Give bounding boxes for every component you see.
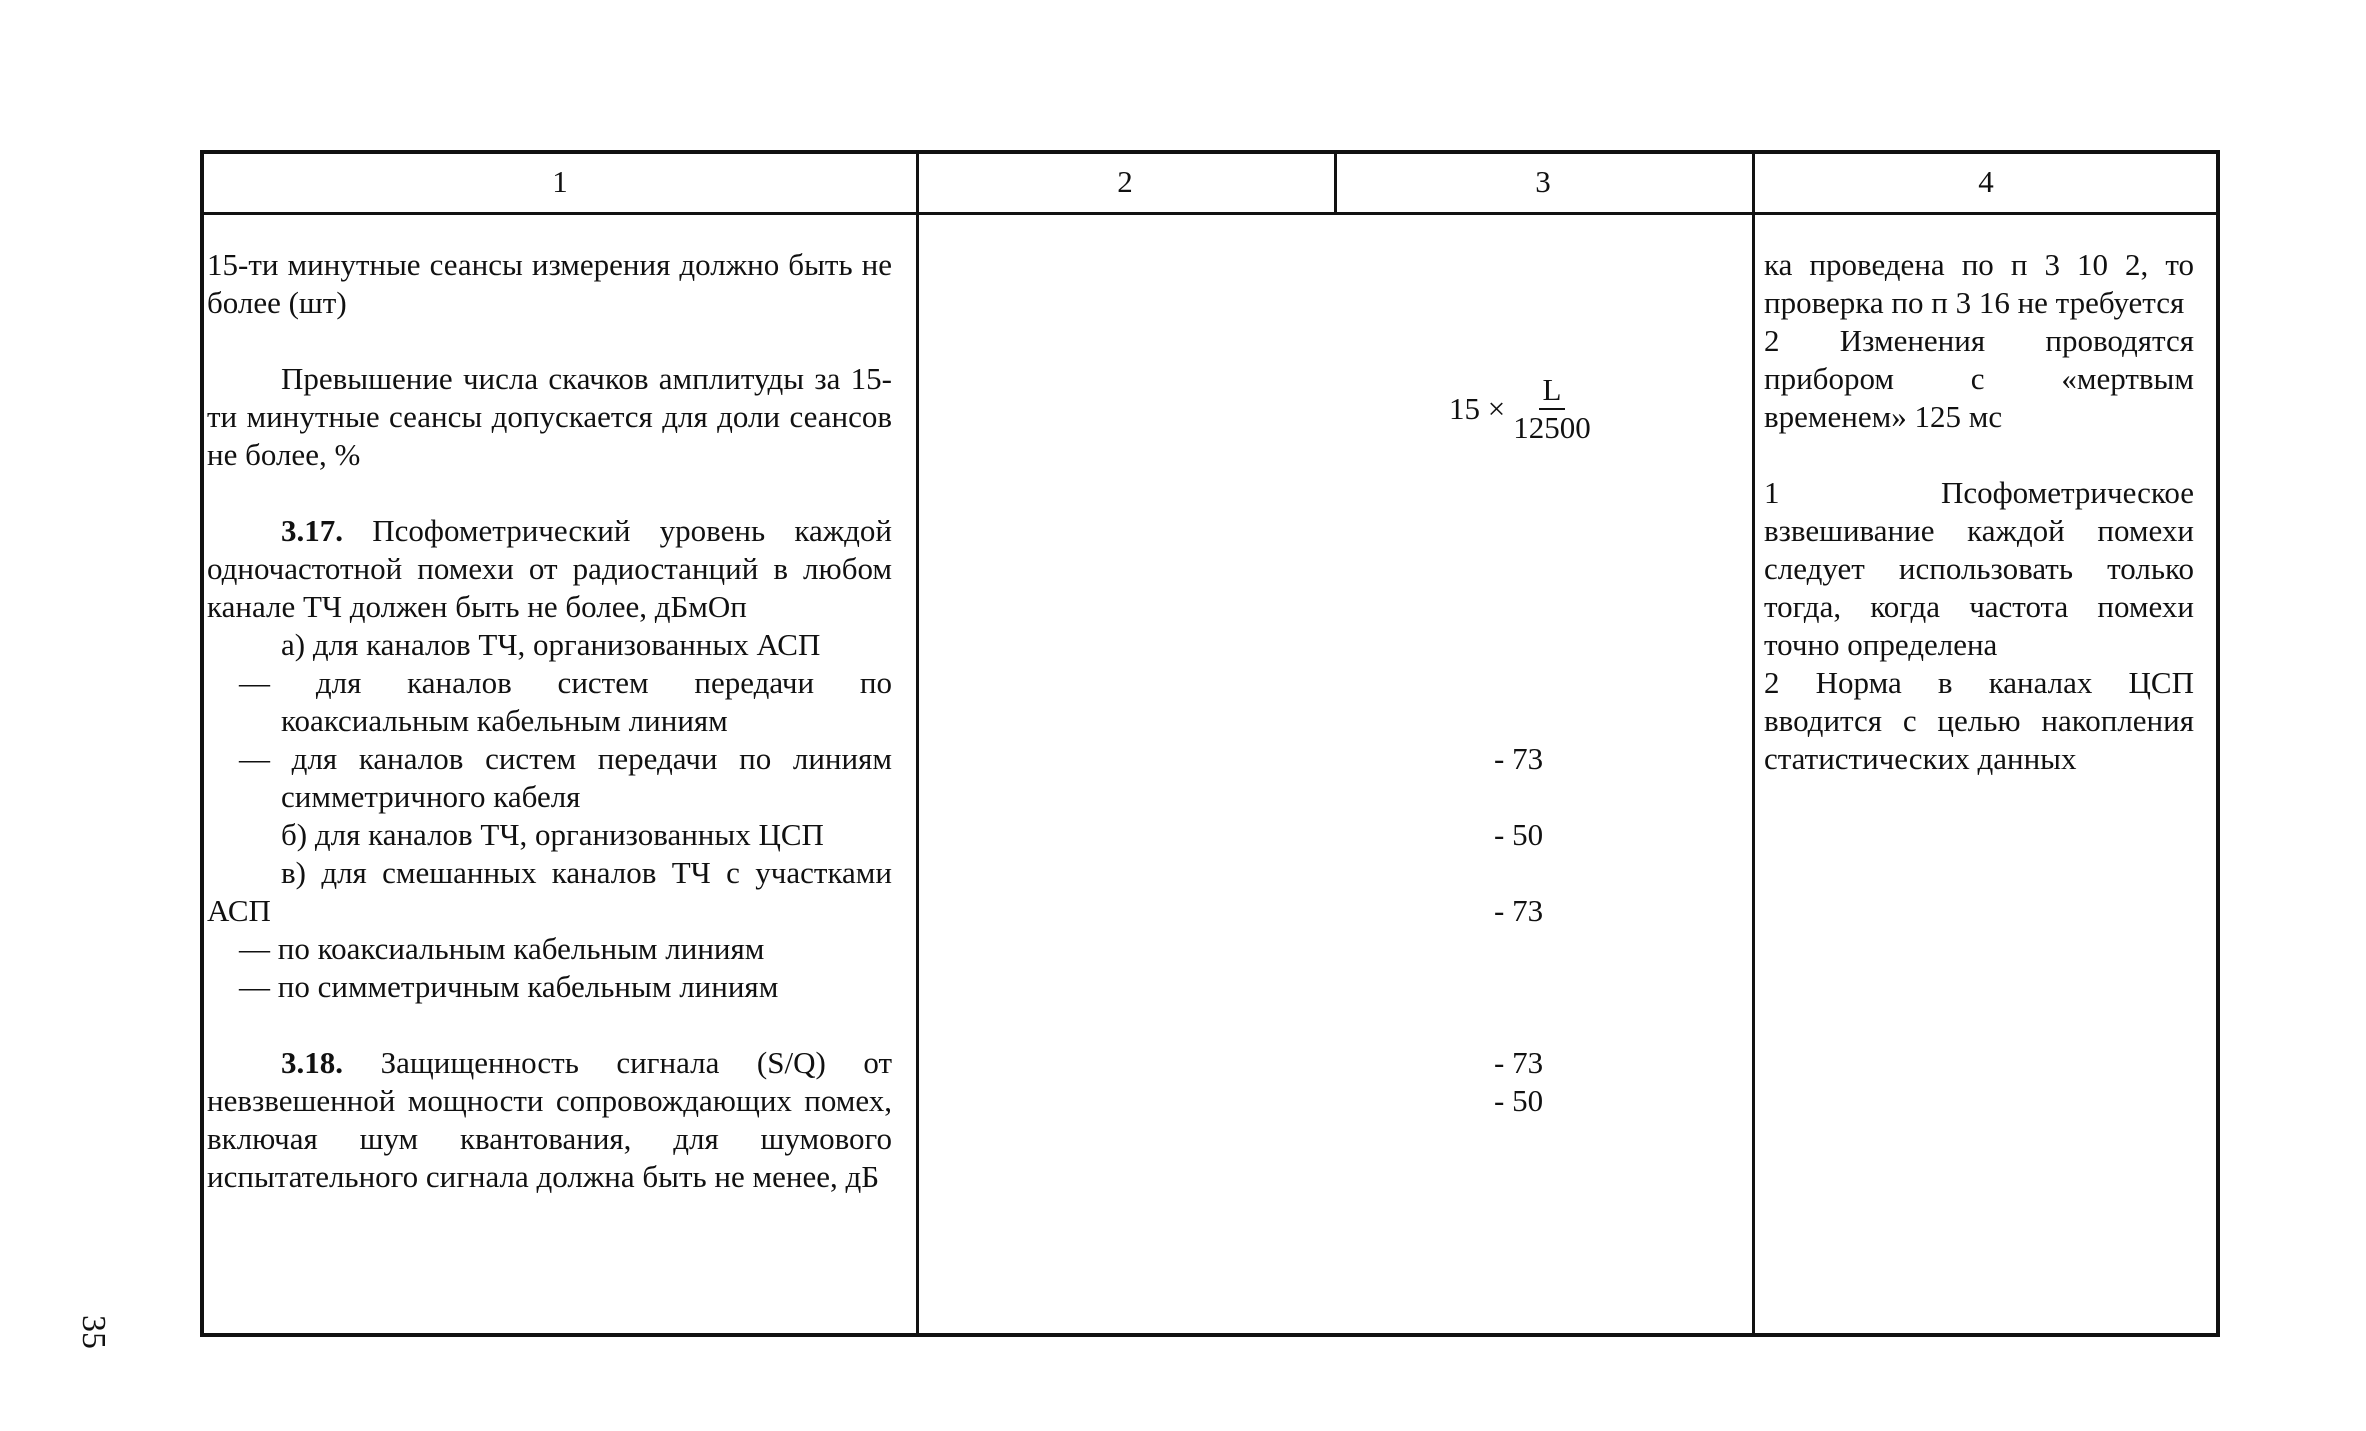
section-number: 3.18.	[281, 1045, 343, 1080]
note-text: 2 Изменения проводятся прибором с «мертвым временем» 125 мс	[1764, 323, 2194, 434]
section-text: Псофометрический уровень каждой одночастотной помехи от радиостанций в любом канале ТЧ должен быть не более, дБмОп	[207, 513, 892, 624]
item-v: в) для смешанных каналов ТЧ с участками АСП	[207, 855, 892, 928]
formula-denominator: 12500	[1513, 410, 1591, 445]
header-col-3: 3	[1535, 164, 1551, 199]
section-number: 3.17.	[281, 513, 343, 548]
value-v2: - 50	[1494, 1083, 1544, 1118]
value-b: - 73	[1494, 893, 1544, 928]
page-number: 35	[75, 1315, 112, 1349]
item-a2: — для каналов систем передачи по линиям симметричного кабеля	[239, 741, 892, 814]
values-column	[924, 246, 1744, 1246]
formula-numerator: L	[1539, 372, 1566, 410]
item-v1: — по коаксиальным кабельным линиям	[239, 931, 765, 966]
section-3-18	[207, 1044, 892, 1196]
notes-column	[1764, 246, 2194, 778]
requirement-text: Превышение числа скачков амплитуды за 15-ти минутные сеансы допускается для доли сеансов не более, %	[207, 361, 892, 472]
formula-fraction	[1513, 372, 1591, 446]
section-text: Защищенность сигнала (S/Q) от невзвешенной мощности сопровождающих помех, включая шум квантования, для шумового испытательного сигнала должна быть не менее, дБ	[207, 1045, 892, 1194]
header-col-1: 1	[552, 164, 568, 199]
item-a: а) для каналов ТЧ, организованных АСП	[281, 627, 821, 662]
formula-coefficient: 15 ×	[1449, 391, 1506, 426]
header-col-2: 2	[1117, 164, 1133, 199]
value-a2: - 50	[1494, 817, 1544, 852]
note-text: ка проведена по п 3 10 2, то проверка по п 3 16 не требуется	[1764, 247, 2194, 320]
item-a1: — для каналов систем передачи по коаксиальным кабельным линиям	[239, 665, 892, 738]
note-text: 2 Норма в каналах ЦСП вводится с целью накопления статистических данных	[1764, 665, 2194, 776]
formula	[1449, 372, 1591, 446]
requirement-text: 15-ти минутные сеансы измерения должно быть не более (шт)	[207, 247, 892, 320]
norms-table	[200, 150, 2220, 1337]
item-v2: — по симметричным кабельным линиям	[239, 969, 779, 1004]
section-3-17	[207, 512, 892, 626]
header-col-4: 4	[1978, 164, 1994, 199]
requirements-column	[207, 246, 892, 1196]
item-b: б) для каналов ТЧ, организованных ЦСП	[281, 817, 824, 852]
column-divider	[916, 154, 919, 1333]
value-v1: - 73	[1494, 1045, 1544, 1080]
note-text: 1 Псофометрическое взвешивание каждой помехи следует использовать только тогда, когда частота помехи точно определена	[1764, 475, 2194, 662]
column-divider	[1752, 154, 1755, 1333]
value-a1: - 73	[1494, 741, 1544, 776]
